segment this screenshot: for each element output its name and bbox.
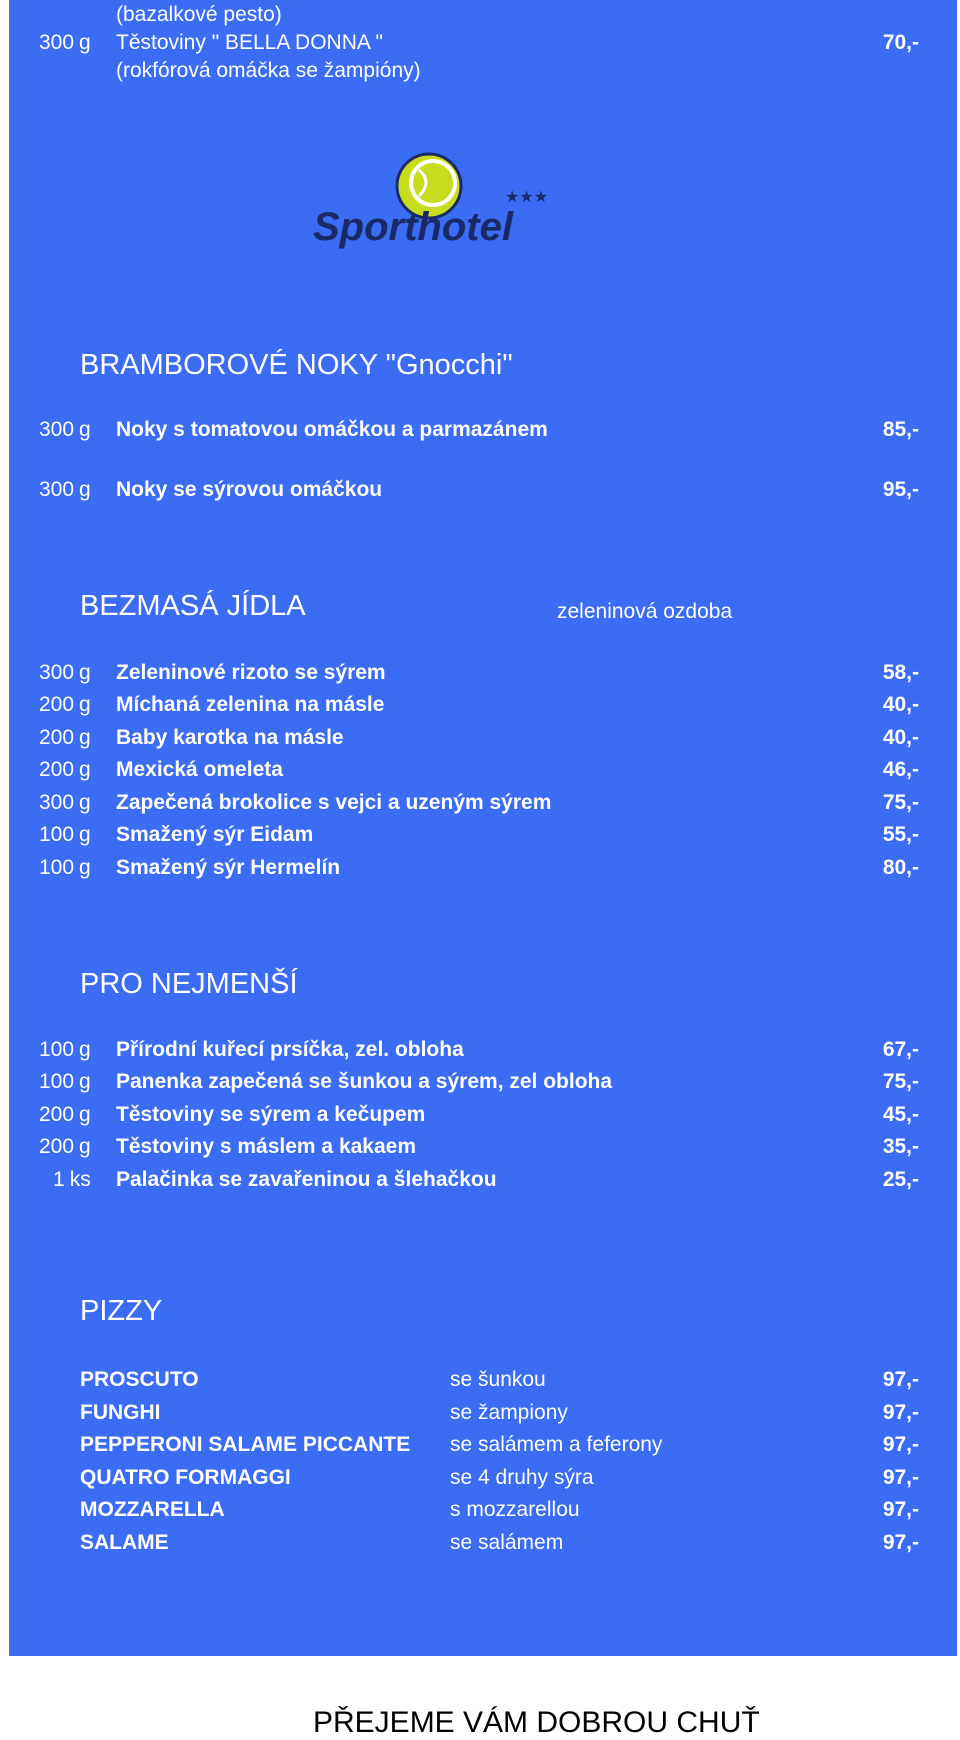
item-name: Těstoviny s máslem a kakaem bbox=[116, 1135, 417, 1158]
item-quantity: 300 g bbox=[39, 791, 91, 814]
section-note: zeleninová ozdoba bbox=[557, 600, 733, 623]
item-name: Zeleninové rizoto se sýrem bbox=[116, 661, 386, 684]
pizza-name: SALAME bbox=[80, 1531, 169, 1554]
item-name: Mexická omeleta bbox=[116, 758, 283, 781]
item-quantity: 300 g bbox=[39, 661, 91, 684]
item-quantity: 200 g bbox=[39, 1103, 91, 1126]
item-name: Zapečená brokolice s vejci a uzeným sýrem bbox=[116, 791, 552, 814]
item-price: 80,- bbox=[882, 856, 919, 879]
menu-panel bbox=[9, 0, 957, 1656]
item-quantity: 200 g bbox=[39, 1135, 91, 1158]
section-title-noky: BRAMBOROVÉ NOKY "Gnocchi" bbox=[80, 349, 513, 381]
pizza-name: FUNGHI bbox=[80, 1401, 161, 1424]
pizza-description: se šunkou bbox=[450, 1368, 546, 1391]
pizza-price: 97,- bbox=[882, 1466, 919, 1489]
item-note: (rokfórová omáčka se žampióny) bbox=[116, 59, 421, 82]
item-price: 58,- bbox=[882, 661, 919, 684]
item-quantity: 300 g bbox=[39, 478, 91, 501]
item-price: 40,- bbox=[882, 726, 919, 749]
pizza-description: se salámem bbox=[450, 1531, 564, 1554]
item-quantity: 100 g bbox=[39, 856, 91, 879]
item-name: Panenka zapečená se šunkou a sýrem, zel obloha bbox=[116, 1070, 613, 1093]
section-title-pizzy: PIZZY bbox=[80, 1295, 163, 1327]
item-name: Noky s tomatovou omáčkou a parmazánem bbox=[116, 418, 548, 441]
item-price: 25,- bbox=[882, 1168, 919, 1191]
item-price: 35,- bbox=[882, 1135, 919, 1158]
item-name: Smažený sýr Eidam bbox=[116, 823, 314, 846]
pizza-name: QUATRO FORMAGGI bbox=[80, 1466, 291, 1489]
pizza-price: 97,- bbox=[882, 1498, 919, 1521]
item-price: 40,- bbox=[882, 693, 919, 716]
item-name: Míchaná zelenina na másle bbox=[116, 693, 385, 716]
footer-message: PŘEJEME VÁM DOBROU CHUŤ bbox=[313, 1706, 760, 1739]
item-quantity: 200 g bbox=[39, 693, 91, 716]
pizza-description: se žampiony bbox=[450, 1401, 568, 1424]
item-quantity: 100 g bbox=[39, 1070, 91, 1093]
logo-stars: ★★★ bbox=[505, 187, 549, 206]
item-note: (bazalkové pesto) bbox=[116, 3, 282, 26]
item-quantity: 100 g bbox=[39, 823, 91, 846]
item-quantity: 100 g bbox=[39, 1038, 91, 1061]
item-name: Těstoviny se sýrem a kečupem bbox=[116, 1103, 426, 1126]
pizza-price: 97,- bbox=[882, 1368, 919, 1391]
item-name: Těstoviny " BELLA DONNA " bbox=[116, 31, 384, 54]
item-name: Přírodní kuřecí prsíčka, zel. obloha bbox=[116, 1038, 464, 1061]
pizza-name: PROSCUTO bbox=[80, 1368, 199, 1391]
item-name: Palačinka se zavařeninou a šlehačkou bbox=[116, 1168, 497, 1191]
item-price: 67,- bbox=[882, 1038, 919, 1061]
pizza-price: 97,- bbox=[882, 1531, 919, 1554]
item-quantity: 200 g bbox=[39, 726, 91, 749]
item-price: 85,- bbox=[882, 418, 919, 441]
item-quantity: 300 g bbox=[39, 31, 91, 54]
pizza-description: se 4 druhy sýra bbox=[450, 1466, 594, 1489]
item-price: 70,- bbox=[882, 31, 919, 54]
pizza-price: 97,- bbox=[882, 1433, 919, 1456]
item-price: 95,- bbox=[882, 478, 919, 501]
item-name: Smažený sýr Hermelín bbox=[116, 856, 341, 879]
section-title-bezmasa: BEZMASÁ JÍDLA bbox=[80, 590, 306, 622]
item-price: 45,- bbox=[882, 1103, 919, 1126]
item-name: Baby karotka na másle bbox=[116, 726, 344, 749]
pizza-description: se salámem a feferony bbox=[450, 1433, 663, 1456]
pizza-name: PEPPERONI SALAME PICCANTE bbox=[80, 1433, 411, 1456]
pizza-name: MOZZARELLA bbox=[80, 1498, 225, 1521]
item-quantity: 300 g bbox=[39, 418, 91, 441]
sporthotel-logo bbox=[309, 150, 549, 250]
pizza-description: s mozzarellou bbox=[450, 1498, 580, 1521]
item-quantity: 200 g bbox=[39, 758, 91, 781]
item-price: 46,- bbox=[882, 758, 919, 781]
section-title-deti: PRO NEJMENŠÍ bbox=[80, 968, 298, 1000]
pizza-price: 97,- bbox=[882, 1401, 919, 1424]
item-price: 75,- bbox=[882, 791, 919, 814]
item-price: 55,- bbox=[882, 823, 919, 846]
item-quantity: 1 ks bbox=[53, 1168, 91, 1191]
item-price: 75,- bbox=[882, 1070, 919, 1093]
item-name: Noky se sýrovou omáčkou bbox=[116, 478, 383, 501]
logo-text: Sporthotel bbox=[313, 205, 513, 249]
